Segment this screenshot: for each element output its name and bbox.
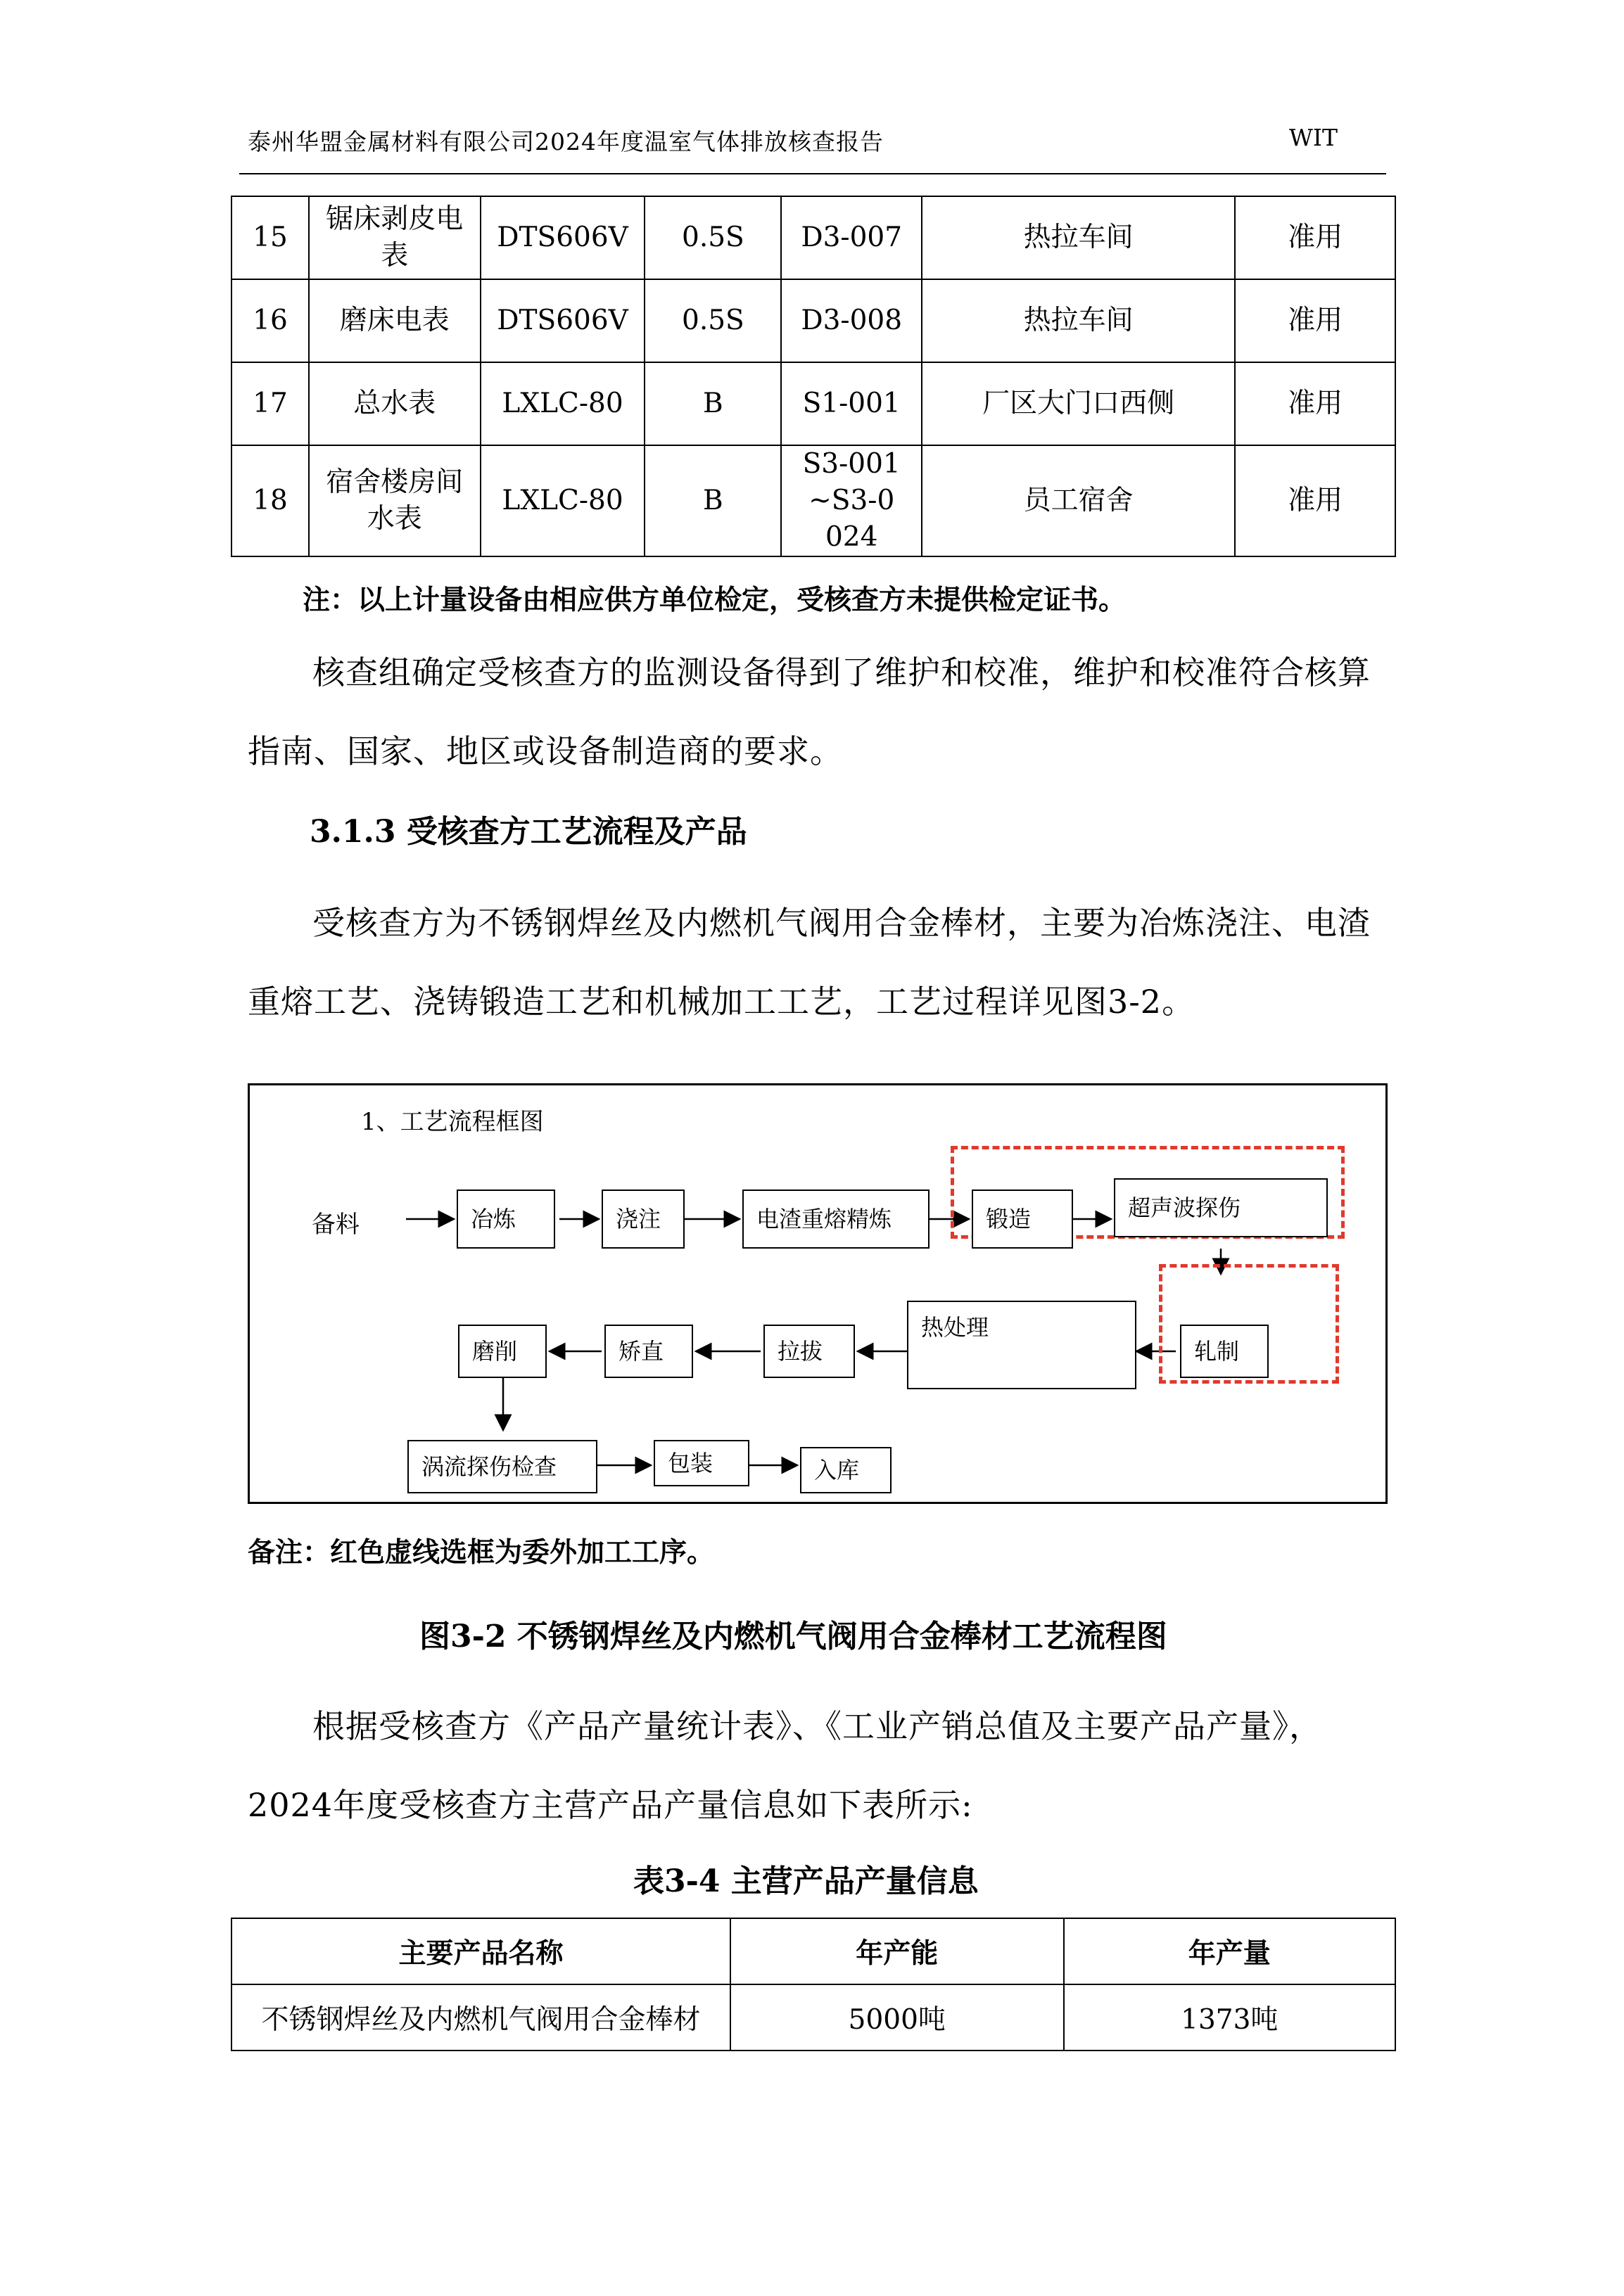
cell-id: D3-008 [781, 279, 922, 362]
cell-model: DTS606V [481, 279, 645, 362]
header-capacity: 年产能 [730, 1918, 1063, 1984]
cell-id: D3-007 [781, 196, 922, 279]
cell-model: LXLC-80 [481, 362, 645, 445]
cell-no: 16 [231, 279, 309, 362]
flowchart-title: 1、工艺流程框图 [361, 1108, 544, 1136]
table-row [231, 362, 1395, 445]
table-row [231, 1984, 1395, 2051]
step-drawing: 拉拔 [763, 1325, 855, 1378]
table-caption: 表3-4 主营产品产量信息 [633, 1863, 979, 1899]
cell-output: 1373吨 [1064, 1984, 1395, 2051]
cell-no: 17 [231, 362, 309, 445]
calibration-paragraph: 核查组确定受核查方的监测设备得到了维护和校准，维护和校准符合核算指南、国家、地区或设备制造商的要求。 [248, 653, 1371, 770]
cell-name: 锯床剥皮电表 [309, 196, 481, 279]
cell-accuracy: B [645, 445, 781, 556]
step-ultrasonic: 超声波探伤 [1114, 1178, 1328, 1237]
step-eddy-current: 涡流探伤检查 [407, 1440, 597, 1493]
cell-model: LXLC-80 [481, 445, 645, 556]
product-table [231, 1918, 1396, 2051]
report-header-title: 泰州华盟金属材料有限公司2024年度温室气体排放核查报告 [248, 128, 884, 155]
header-product-name: 主要产品名称 [231, 1918, 730, 1984]
flowchart-input-label: 备料 [312, 1211, 360, 1239]
process-flowchart [248, 1083, 1388, 1504]
cell-capacity: 5000吨 [730, 1984, 1063, 2051]
cell-status: 准用 [1235, 445, 1395, 556]
cell-name: 总水表 [309, 362, 481, 445]
step-storage: 入库 [800, 1447, 892, 1493]
cell-status: 准用 [1235, 362, 1395, 445]
step-forging: 锻造 [972, 1190, 1073, 1249]
step-grinding: 磨削 [458, 1325, 547, 1378]
cell-accuracy: 0.5S [645, 196, 781, 279]
flowchart-remark: 备注：红色虚线选框为委外加工工序。 [248, 1536, 715, 1569]
cell-location: 热拉车间 [922, 279, 1235, 362]
cell-id: S1-001 [781, 362, 922, 445]
table-row [231, 196, 1395, 279]
cell-id: S3-001~S3-0024 [781, 445, 922, 556]
cell-no: 18 [231, 445, 309, 556]
process-paragraph: 受核查方为不锈钢焊丝及内燃机气阀用合金棒材，主要为冶炼浇注、电渣重熔工艺、浇铸锻造工艺和机械加工工艺，工艺过程详见图3-2。 [248, 904, 1371, 1021]
cell-location: 热拉车间 [922, 196, 1235, 279]
step-packing: 包装 [654, 1440, 749, 1486]
table-row [231, 279, 1395, 362]
step-smelting: 冶炼 [457, 1190, 555, 1249]
cell-location: 员工宿舍 [922, 445, 1235, 556]
cell-status: 准用 [1235, 196, 1395, 279]
step-pouring: 浇注 [602, 1190, 685, 1249]
figure-caption: 图3-2 不锈钢焊丝及内燃机气阀用合金棒材工艺流程图 [419, 1619, 1167, 1654]
production-paragraph: 根据受核查方《产品产量统计表》、《工业产销总值及主要产品产量》，2024年度受核查方主营产品产量信息如下表所示: [248, 1707, 1322, 1824]
product-table-header [231, 1918, 1395, 1984]
step-esr: 电渣重熔精炼 [742, 1190, 930, 1249]
cell-status: 准用 [1235, 279, 1395, 362]
equipment-table [231, 196, 1396, 557]
step-straightening: 矫直 [604, 1325, 693, 1378]
header-output: 年产量 [1064, 1918, 1395, 1984]
cell-accuracy: 0.5S [645, 279, 781, 362]
cell-product-name: 不锈钢焊丝及内燃机气阀用合金棒材 [231, 1984, 730, 2051]
equipment-note: 注：以上计量设备由相应供方单位检定，受核查方未提供检定证书。 [303, 584, 1127, 616]
cell-accuracy: B [645, 362, 781, 445]
cell-no: 15 [231, 196, 309, 279]
cell-location: 厂区大门口西侧 [922, 362, 1235, 445]
cell-name: 磨床电表 [309, 279, 481, 362]
step-rolling: 轧制 [1180, 1325, 1269, 1378]
table-row [231, 445, 1395, 556]
header-divider [239, 173, 1386, 174]
wit-logo: WIT [1289, 124, 1338, 151]
cell-model: DTS606V [481, 196, 645, 279]
step-heat-treatment: 热处理 [907, 1301, 1136, 1389]
section-heading: 3.1.3 受核查方工艺流程及产品 [310, 814, 747, 850]
cell-name: 宿舍楼房间水表 [309, 445, 481, 556]
